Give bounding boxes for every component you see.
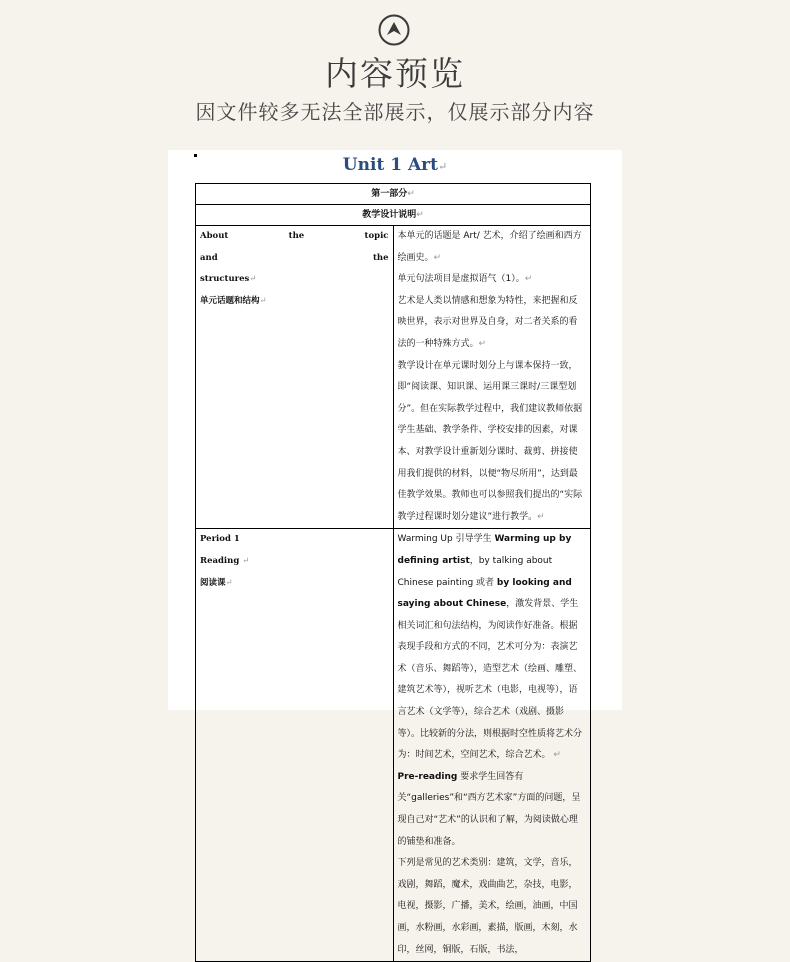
paragraph-mark: ↵ xyxy=(437,160,448,173)
row-content xyxy=(393,226,591,529)
preview-subtitle: 因文件较多无法全部展示，仅展示部分内容 xyxy=(195,100,595,124)
table-row xyxy=(196,205,591,226)
paragraph: 本单元的话题是 Art/ 艺术，介绍了绘画和西方绘画史。↵ xyxy=(397,231,582,263)
row-label: About the topic and the structures↵ 单元话题和结构↵ xyxy=(196,226,394,529)
lesson-table xyxy=(195,183,591,962)
paragraph: 艺术是人类以情感和想象为特性，来把握和反映世界，表示对世界及自身，对二者关系的看法的一种特殊方式。↵ xyxy=(397,295,578,349)
section-header: 第一部分↵ xyxy=(196,184,591,205)
paragraph: 单元句法项目是虚拟语气（1）。↵ xyxy=(397,274,533,285)
table-row xyxy=(196,226,591,529)
row-label: Period 1 Reading ↵ 阅读课↵ xyxy=(196,529,394,962)
up-arrow-circle-icon xyxy=(378,14,410,46)
section-header: 教学设计说明↵ xyxy=(196,205,591,226)
document-preview-page xyxy=(168,150,622,955)
paragraph: 下列是常见的艺术类别：建筑，文学，音乐，戏剧，舞蹈，魔术，戏曲曲艺，杂技，电影，电视，摄影，广播，美术，绘画，油画，中国画，水粉画，水彩画，素描，版画，木刻，水印，丝网，铜版，石版，书法， xyxy=(397,858,578,955)
paragraph: Pre-reading 要求学生回答有关“galleries”和“西方艺术家”方面的问题，呈现自己对“艺术”的认识和了解，为阅读做心理的铺垫和准备。 xyxy=(397,771,581,847)
row-content xyxy=(393,529,591,962)
document-title: Unit 1 Art↵ xyxy=(342,155,448,175)
paragraph: Warming Up 引导学生 Warming up by defining artist，by talking about Chinese painting 或者 by looking and saying about Chinese，激发背景、学生相关词汇和句法结构，为阅读作好准备。根据表现手段和方式的不同，艺术可分为：表演艺术（音乐、舞蹈等），造型艺术（绘画、雕塑、建筑艺术等），视听艺术（电影，电视等），语言艺术（文学等），综合艺术（戏剧、摄影等）。比较新的分法，则根据时空性质将艺术分为：时间艺术，空间艺术，综合艺术。 ↵ xyxy=(397,534,583,761)
table-row xyxy=(196,529,591,962)
table-row xyxy=(196,184,591,205)
paragraph: 教学设计在单元课时划分上与课本保持一致，即“阅读课、知识课、运用课三课时/三课型划分”。但在实际教学过程中，我们建议教师依据学生基础、教学条件、学校安排的因素，对课本、对教学设计重新划分课时、裁剪、拼接使用我们提供的材料，以便“物尽所用”，达到最佳教学效果。教师也可以参照我们提出的“实际教学过程课时划分建议”进行教学。↵ xyxy=(397,360,583,522)
preview-title: 内容预览 xyxy=(325,54,465,93)
